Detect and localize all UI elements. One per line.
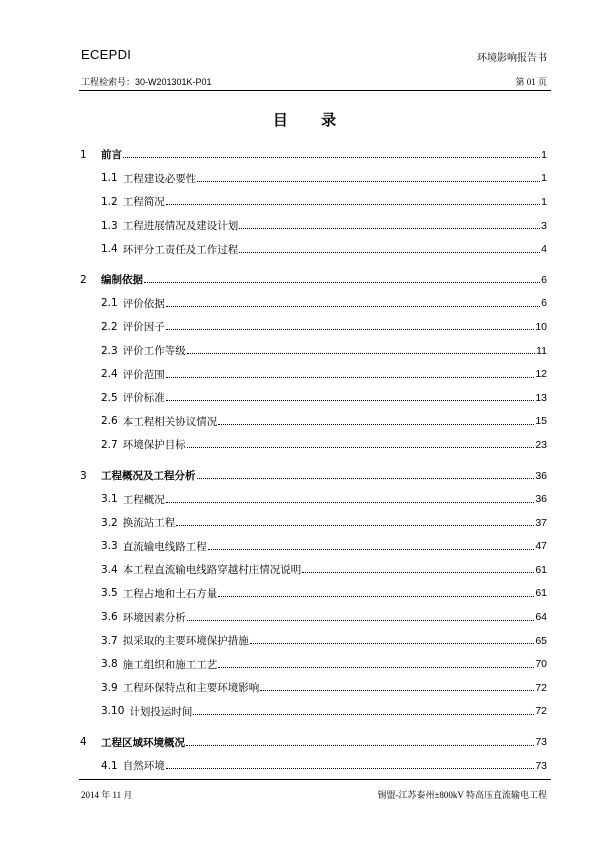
toc-section-entry[interactable] [80,676,547,700]
toc-dot-leader [218,424,534,425]
toc-section-entry[interactable] [80,339,547,363]
toc-entry-number: 1 [80,148,87,161]
toc-section-entry[interactable] [80,605,547,629]
toc-section-entry[interactable] [80,386,547,410]
toc-section-entry[interactable] [80,652,547,676]
toc-dot-leader [166,400,535,401]
toc-chapter-entry[interactable] [80,268,547,292]
toc-entry-title: 计划投运时间 [129,705,193,718]
toc-section-entry[interactable] [80,487,547,511]
toc-entry-page: 6 [541,297,547,310]
toc-entry-title: 工程环保特点和主要环境影响 [122,682,260,695]
toc-entry-number: 2.7 [101,438,118,451]
toc-entry-number: 3.4 [101,563,118,576]
toc-entry-title: 评价工作等级 [122,345,186,358]
toc-entry-title: 评价范围 [122,368,165,381]
page-number: 第 01 页 [515,77,547,87]
toc-dot-leader [250,643,535,644]
toc-section-entry[interactable] [80,292,547,316]
toc-entry-title: 自然环境 [122,760,165,773]
company-logo-text: ECEPDI [81,47,132,62]
toc-entry-number: 2.2 [101,320,118,333]
toc-entry-page: 15 [535,415,547,428]
toc-entry-number: 3.1 [101,493,118,506]
toc-entry-page: 65 [535,634,547,647]
toc-section-entry[interactable] [80,535,547,559]
toc-chapter-entry[interactable] [80,464,547,488]
toc-entry-title: 工程进展情况及建设计划 [122,220,239,233]
toc-dot-leader [208,549,535,550]
toc-entry-page: 64 [535,611,547,624]
footer-date: 2014 年 11 月 [81,790,133,800]
toc-entry-number: 2.3 [101,344,118,357]
toc-section-entry[interactable] [80,315,547,339]
toc-entry-page: 11 [536,344,547,357]
toc-entry-page: 47 [535,540,547,553]
toc-entry-title: 工程概况及工程分析 [101,470,196,483]
toc-entry-number: 3.9 [101,681,118,694]
toc-entry-page: 72 [535,681,547,694]
toc-entry-page: 73 [535,759,547,772]
toc-dot-leader [187,447,535,448]
toc-dot-leader [144,282,540,283]
toc-entry-page: 13 [535,391,547,404]
toc-entry-page: 3 [541,219,547,232]
toc-dot-leader [166,502,535,503]
toc-entry-title: 环评分工责任及工作过程 [122,243,239,256]
toc-entry-number: 1.4 [101,243,118,256]
toc-entry-page: 73 [535,736,547,749]
toc-entry-number: 1.2 [101,195,118,208]
toc-entry-number: 3.3 [101,540,118,553]
toc-entry-title: 工程建设必要性 [122,172,197,185]
toc-section-entry[interactable] [80,410,547,434]
toc-entry-number: 1.1 [101,172,118,185]
toc-section-entry[interactable] [80,214,547,238]
toc-dot-leader [166,306,540,307]
toc-entry-page: 1 [541,148,547,161]
toc-dot-leader [166,377,535,378]
toc-dot-leader [239,252,540,253]
toc-entry-title: 前言 [101,149,122,162]
toc-entry-title: 工程占地和土石方量 [122,587,218,600]
toc-chapter-entry[interactable] [80,730,547,754]
toc-section-entry[interactable] [80,629,547,653]
toc-section-entry[interactable] [80,511,547,535]
toc-section-entry[interactable] [80,237,547,261]
toc-entry-title: 编制依据 [101,274,143,287]
toc-dot-leader [218,667,534,668]
toc-section-entry[interactable] [80,362,547,386]
toc-entry-page: 6 [541,273,547,286]
toc-section-entry[interactable] [80,190,547,214]
toc-entry-title: 工程概况 [122,493,165,506]
toc-entry-page: 70 [535,658,547,671]
toc-entry-page: 4 [541,243,547,256]
toc-entry-page: 61 [535,563,547,576]
toc-dot-leader [166,329,535,330]
toc-entry-title: 本工程直流输电线路穿越村庄情况说明 [122,564,302,577]
toc-entry-number: 1.3 [101,219,118,232]
header-divider [79,90,551,91]
toc-entry-title: 评价标准 [122,392,165,405]
toc-entry-number: 3.10 [101,705,125,718]
toc-entry-number: 2 [80,273,87,286]
toc-section-entry[interactable] [80,700,547,724]
toc-title: 目 录 [272,111,351,129]
toc-entry-page: 36 [535,469,547,482]
toc-dot-leader [176,525,534,526]
toc-section-entry[interactable] [80,754,547,778]
toc-entry-number: 3.5 [101,587,118,600]
toc-dot-leader [166,768,535,769]
toc-entry-page: 10 [535,320,547,333]
toc-entry-page: 37 [535,516,547,529]
toc-dot-leader [187,353,535,354]
table-of-contents [80,143,547,777]
toc-dot-leader [187,620,535,621]
toc-dot-leader [197,478,535,479]
toc-entry-page: 23 [535,438,547,451]
footer-project-name: 锡盟-江苏泰州±800kV 特高压直流输电工程 [377,790,547,800]
toc-entry-page: 1 [541,172,547,185]
toc-entry-number: 3.2 [101,516,118,529]
toc-dot-leader [123,157,540,158]
toc-entry-title: 本工程相关协议情况 [122,415,218,428]
toc-entry-title: 直流输电线路工程 [122,540,207,553]
toc-chapter-entry[interactable] [80,143,547,167]
toc-entry-number: 3.8 [101,658,118,671]
toc-entry-title: 环境保护目标 [122,439,186,452]
toc-entry-number: 2.5 [101,391,118,404]
toc-entry-number: 2.4 [101,368,118,381]
document-type: 环境影响报告书 [477,53,547,64]
toc-dot-leader [218,596,534,597]
toc-entry-page: 1 [541,195,547,208]
toc-entry-title: 换流站工程 [122,517,176,530]
project-code: 工程检索号：30-W201301K-P01 [81,77,212,87]
toc-entry-page: 36 [535,493,547,506]
toc-entry-title: 评价因子 [122,321,165,334]
toc-section-entry[interactable] [80,558,547,582]
toc-dot-leader [239,228,540,229]
toc-dot-leader [260,690,534,691]
toc-entry-number: 3.6 [101,611,118,624]
toc-entry-number: 2.1 [101,297,118,310]
toc-dot-leader [193,714,534,715]
toc-dot-leader [166,204,540,205]
toc-entry-title: 工程简况 [122,196,165,209]
toc-entry-title: 环境因素分析 [122,611,186,624]
toc-dot-leader [186,745,534,746]
toc-section-entry[interactable] [80,582,547,606]
toc-entry-page: 72 [535,705,547,718]
toc-entry-number: 3 [80,469,87,482]
toc-entry-title: 施工组织和施工工艺 [122,658,218,671]
toc-entry-number: 4 [80,736,87,749]
toc-entry-number: 3.7 [101,634,118,647]
footer-divider [79,779,551,780]
toc-entry-page: 12 [535,368,547,381]
toc-entry-number: 4.1 [101,759,118,772]
toc-entry-title: 工程区域环境概况 [101,736,185,749]
toc-dot-leader [302,572,534,573]
toc-section-entry[interactable] [80,167,547,191]
toc-entry-title: 拟采取的主要环境保护措施 [122,635,249,648]
toc-dot-leader [197,181,540,182]
toc-entry-page: 61 [535,587,547,600]
toc-entry-number: 2.6 [101,415,118,428]
toc-entry-title: 评价依据 [122,297,165,310]
toc-section-entry[interactable] [80,433,547,457]
